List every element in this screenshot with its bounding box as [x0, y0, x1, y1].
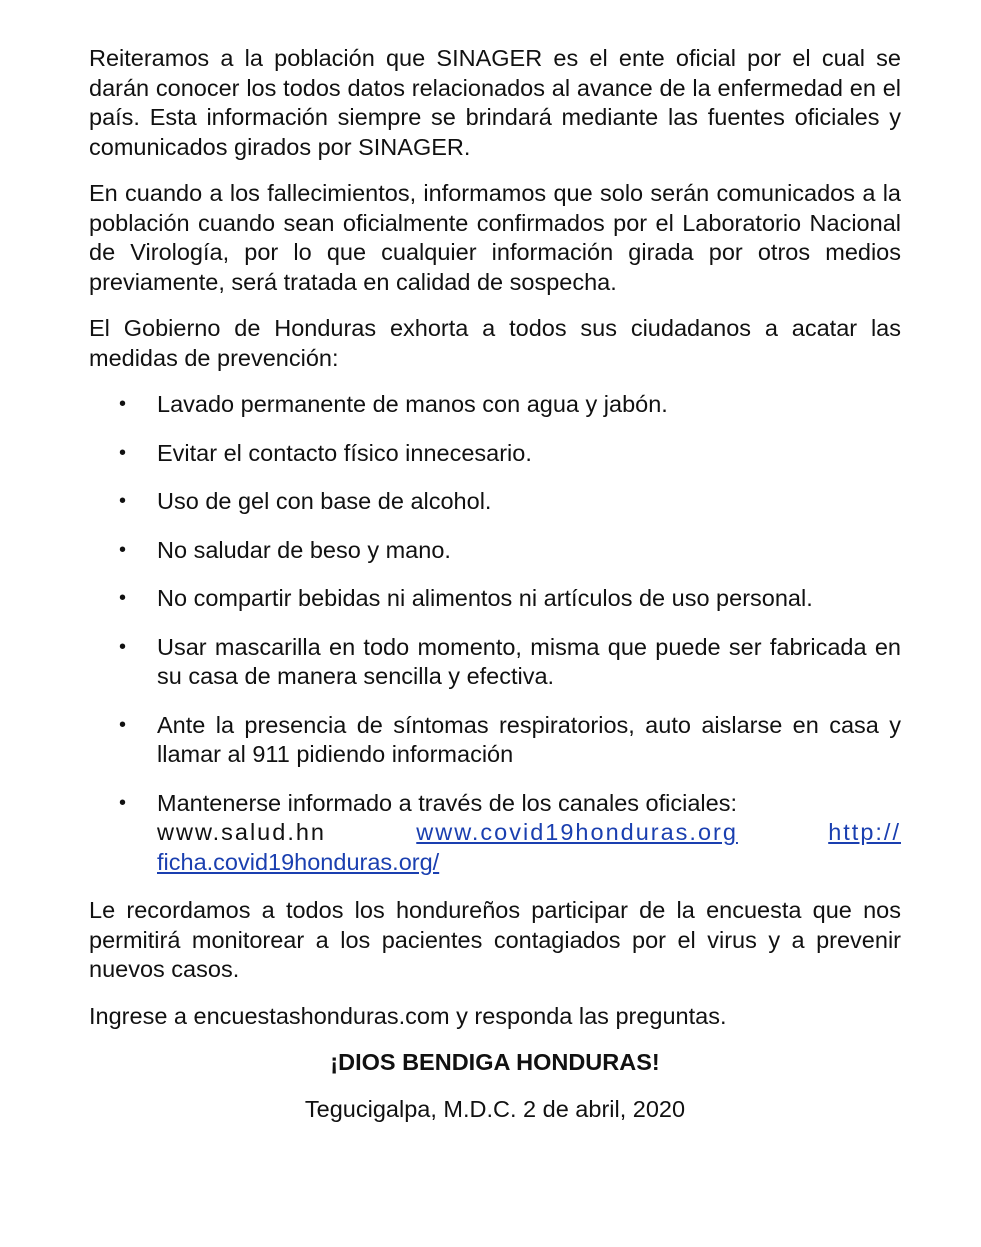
list-item	[89, 633, 901, 692]
list-item	[89, 487, 901, 517]
paragraph-survey-instructions: Ingrese a encuestashonduras.com y responda las preguntas.	[89, 1002, 727, 1029]
bullet-icon: •	[119, 393, 127, 415]
bullet-icon: •	[119, 441, 127, 464]
list-item-text: No compartir bebidas ni alimentos ni artículos de uso personal.	[157, 585, 813, 611]
covid19honduras-link[interactable]: www.covid19honduras.org	[416, 819, 738, 845]
list-item-text: Ante la presencia de síntomas respiratorios, auto aislarse en casa y llamar al 911 pidiendo información	[157, 711, 901, 767]
ficha-link-part1[interactable]: http://	[828, 819, 901, 845]
paragraph-survey: Le recordamos a todos los hondureños participar de la encuesta que nos permitirá monitorear a los pacientes contagiados por el virus y a prevenir nuevos casos.	[89, 897, 901, 982]
ficha-link-part2[interactable]: ficha.covid19honduras.org/	[157, 848, 440, 875]
closing-blessing: ¡DIOS BENDIGA HONDURAS!	[330, 1049, 660, 1075]
list-item	[89, 584, 901, 614]
bullet-icon: •	[119, 587, 127, 609]
channel-links-row	[157, 818, 901, 848]
list-item-official-channels	[89, 789, 901, 878]
paragraph-deaths: En cuando a los fallecimientos, informamos que solo serán comunicados a la población cuando sean oficialmente confirmados por el Laboratorio Nacional de Virología, por lo que cualquier información girada por otros medios previamente, será tratada en calidad de sospecha.	[89, 180, 901, 295]
list-item-text: No saludar de beso y mano.	[157, 536, 451, 563]
dateline: Tegucigalpa, M.D.C. 2 de abril, 2020	[304, 1095, 686, 1122]
list-item-text: Lavado permanente de manos con agua y jabón.	[157, 391, 668, 417]
list-item	[89, 439, 901, 469]
list-item-text: Uso de gel con base de alcohol.	[157, 488, 492, 514]
bullet-icon: •	[119, 635, 127, 658]
list-item	[89, 390, 901, 420]
list-item-text: Usar mascarilla en todo momento, misma que puede ser fabricada en su casa de manera sencilla y efectiva.	[157, 633, 901, 689]
paragraph-sinager-official: Reiteramos a la población que SINAGER es el ente oficial por el cual se darán conocer los todos datos relacionados al avance de la enfermedad en el país. Esta información siempre se brindará mediante las fuentes oficiales y comunicados girados por SINAGER.	[89, 45, 901, 160]
list-item	[89, 711, 901, 770]
bullet-icon: •	[119, 538, 127, 561]
channels-intro: Mantenerse informado a través de los canales oficiales:	[157, 789, 737, 816]
prevention-list	[89, 390, 901, 877]
list-item	[89, 536, 901, 566]
bullet-icon: •	[119, 791, 127, 814]
salud-url: www.salud.hn	[157, 819, 326, 845]
paragraph-prevention-intro: El Gobierno de Honduras exhorta a todos sus ciudadanos a acatar las medidas de prevención:	[89, 315, 901, 371]
document-body	[89, 44, 901, 1124]
list-item-text: Evitar el contacto físico innecesario.	[157, 439, 532, 466]
bullet-icon: •	[119, 713, 127, 736]
bullet-icon: •	[119, 490, 127, 512]
